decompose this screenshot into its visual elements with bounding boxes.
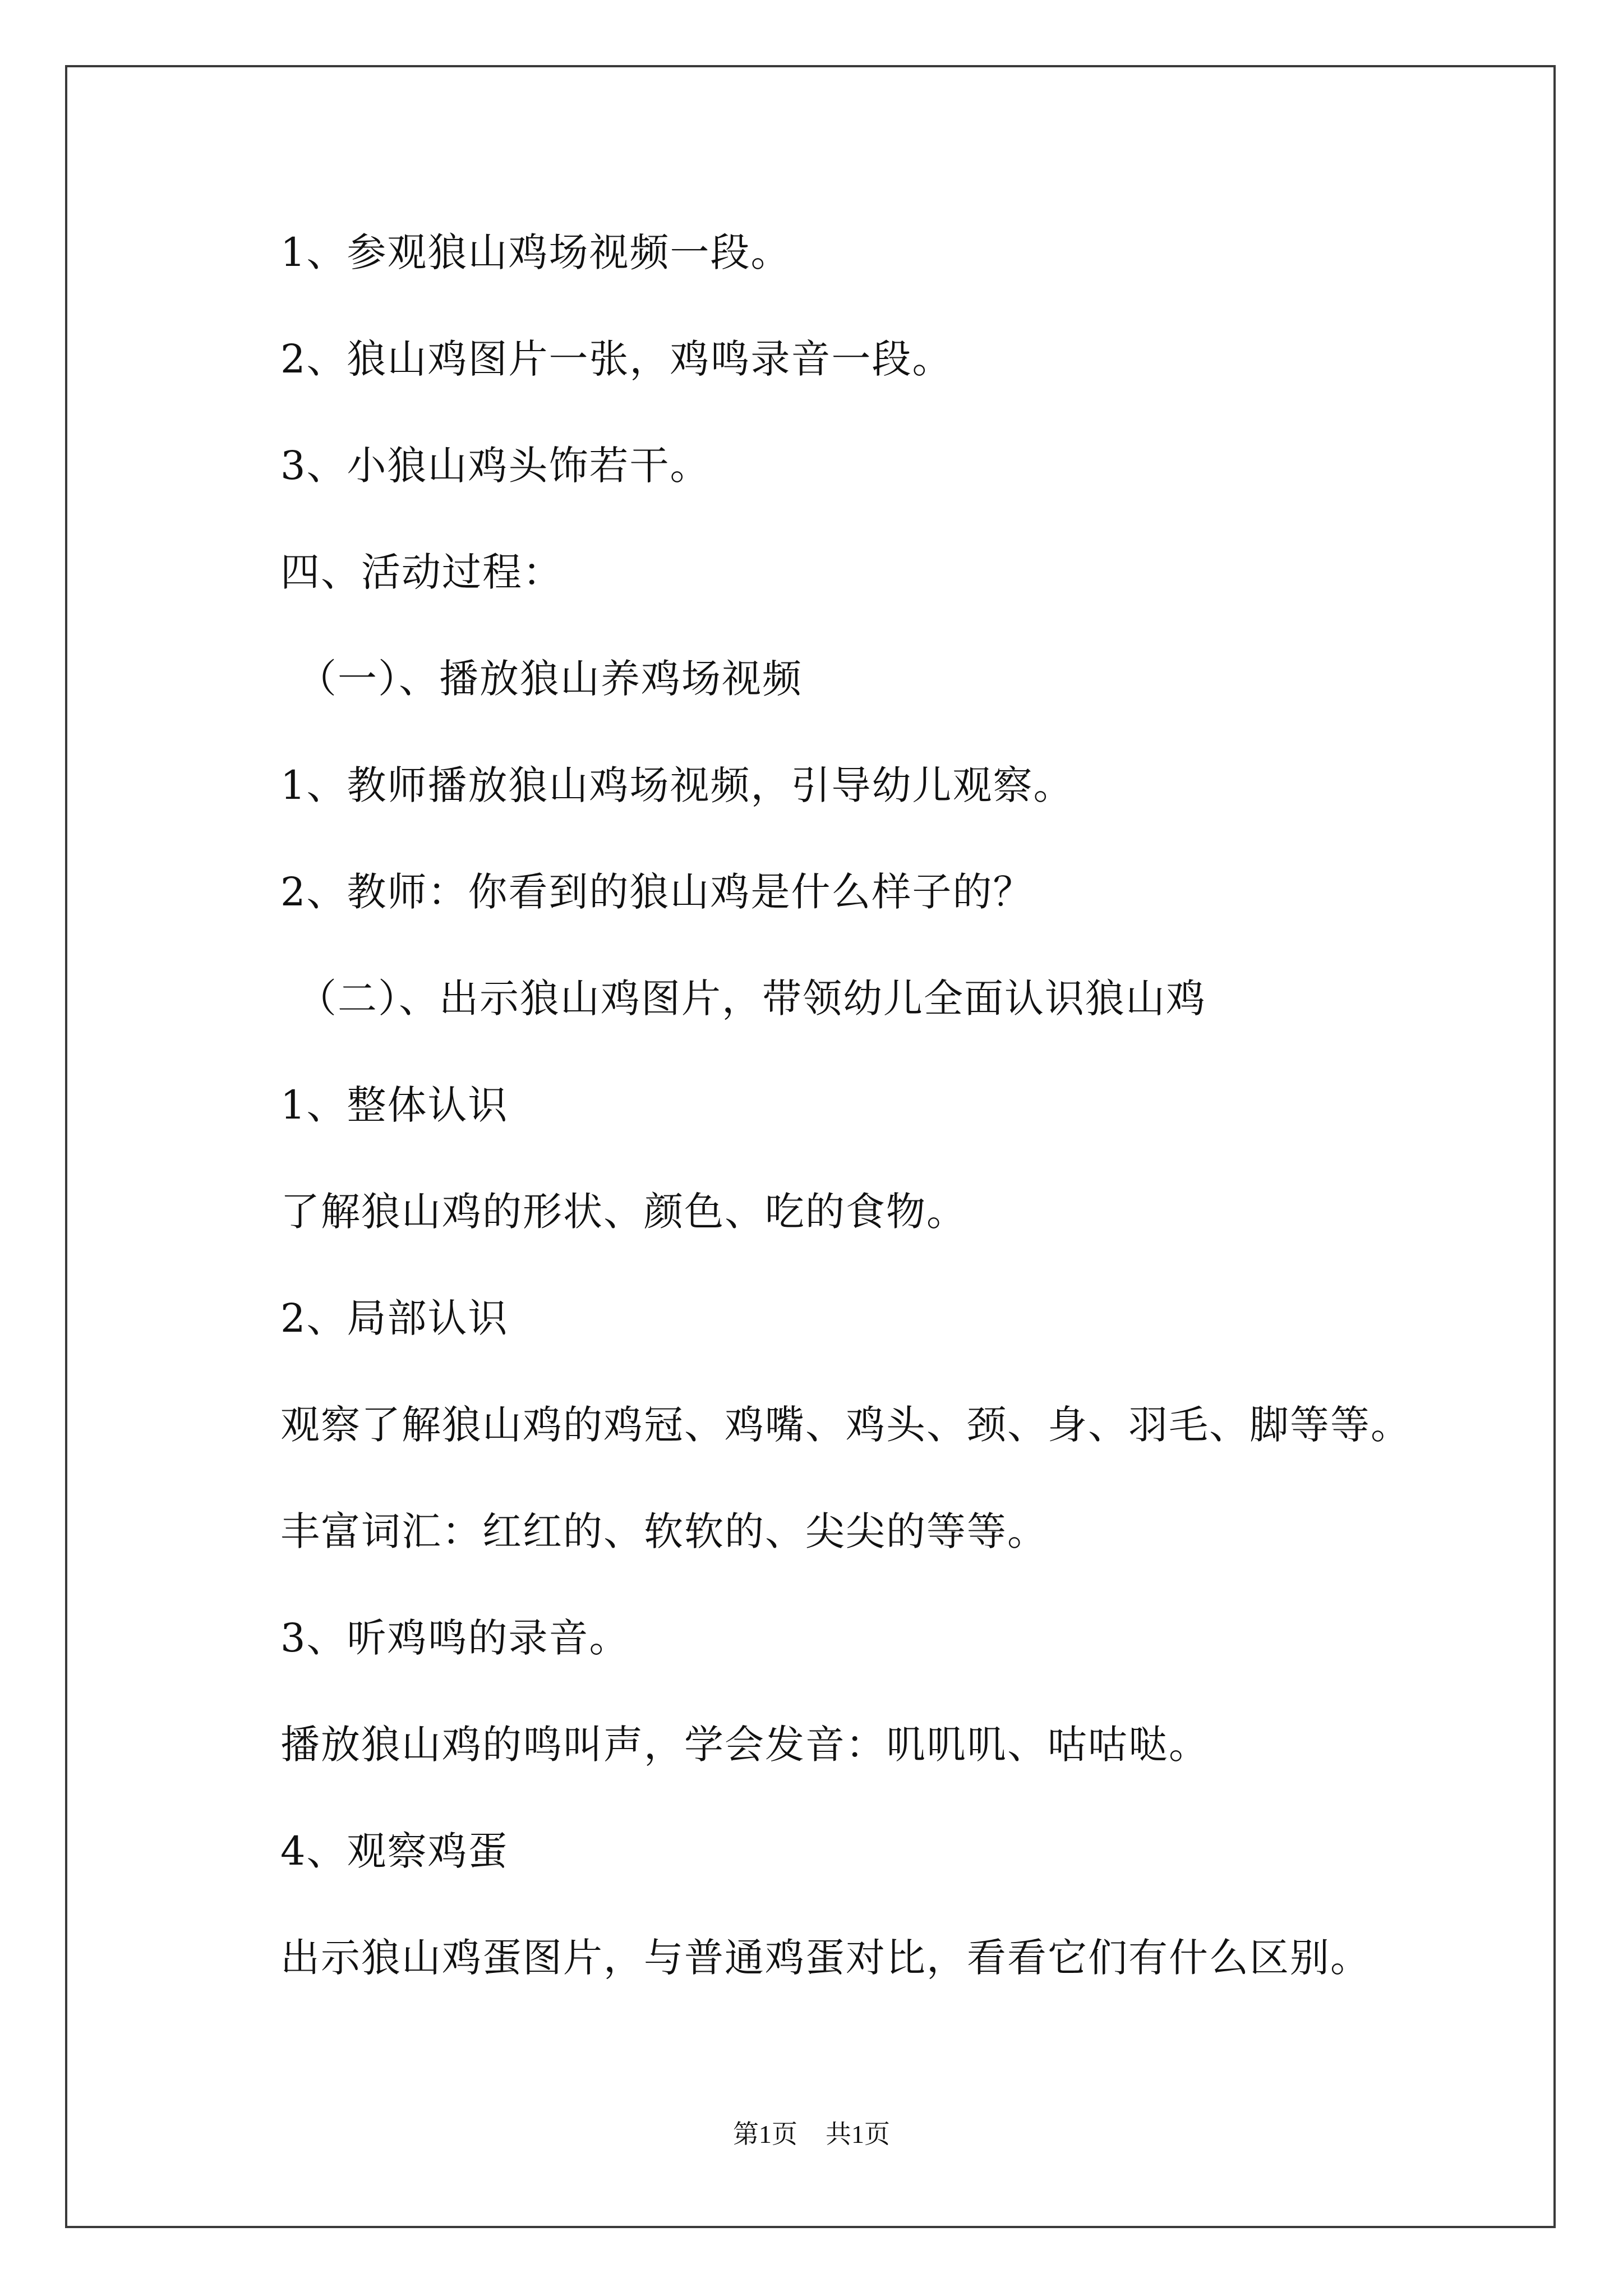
paragraph: 播放狼山鸡的鸣叫声，学会发音：叽叽叽、咕咕哒。 [280, 1722, 1209, 1768]
paragraph: 观察了解狼山鸡的鸡冠、鸡嘴、鸡头、颈、身、羽毛、脚等等。 [280, 1402, 1411, 1448]
paragraph: 了解狼山鸡的形状、颜色、吃的食物。 [280, 1189, 967, 1235]
paragraph: 丰富词汇：红红的、软软的、尖尖的等等。 [280, 1508, 1048, 1554]
list-item: 1、整体认识 [280, 1082, 509, 1128]
page-number-current: 第1页 [733, 2120, 797, 2148]
page-number-total: 共1页 [826, 2120, 890, 2148]
paragraph: 出示狼山鸡蛋图片，与普通鸡蛋对比，看看它们有什么区别。 [280, 1935, 1371, 1981]
list-item: 2、局部认识 [280, 1295, 509, 1341]
list-item: 4、观察鸡蛋 [280, 1828, 509, 1874]
list-item: 2、教师：你看到的狼山鸡是什么样子的？ [280, 869, 1034, 915]
list-item: 1、教师播放狼山鸡场视频，引导幼儿观察。 [280, 762, 1074, 808]
page-border [65, 65, 1556, 2228]
section-heading: 四、活动过程： [280, 549, 563, 595]
list-item: 3、听鸡鸣的录音。 [280, 1615, 630, 1661]
list-item: 1、参观狼山鸡场视频一段。 [280, 229, 791, 275]
list-item: 3、小狼山鸡头饰若干。 [280, 443, 711, 489]
subsection-heading: （一）、播放狼山养鸡场视频 [297, 656, 803, 702]
page-footer [0, 2118, 1623, 2151]
list-item: 2、狼山鸡图片一张，鸡鸣录音一段。 [280, 336, 953, 382]
subsection-heading: （二）、出示狼山鸡图片，带领幼儿全面认识狼山鸡 [297, 976, 1206, 1022]
